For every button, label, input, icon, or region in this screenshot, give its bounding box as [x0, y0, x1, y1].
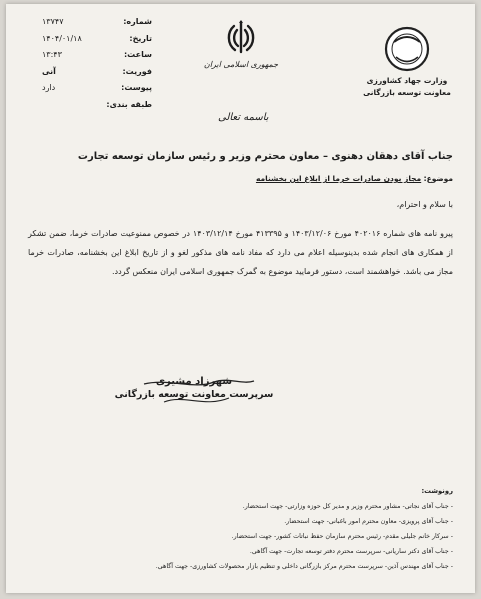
letter-meta	[42, 14, 152, 113]
subject-label: موضوع:	[423, 174, 453, 183]
letter-body: پیرو نامه های شماره ۴۰۲۰۱۶ مورخ ۱۴۰۳/۱۲/۰۶ و ۴۱۳۳۹۵ مورخ ۱۴۰۳/۱۲/۱۴ در خصوص ممنوعیت صادرات خرما، ضمن تشکر از همکاری های انجام شده بدینوسیله اعلام می دارد که مفاد نامه های مذکور لغو و از تاریخ ابلاغ این بخشنامه، صادرات خرما مجاز می باشد. خواهشمند است، دستور فرمایید موضوع به گمرک جمهوری اسلامی ایران منعکس گردد.	[28, 229, 453, 276]
national-emblem	[202, 18, 280, 69]
list-item: - جناب آقای دکتر ساریانی- سرپرست محترم دفتر توسعه تجارت- جهت آگاهی.	[249, 548, 453, 555]
list-item: - جناب آقای نجاتی- مشاور محترم وزیر و مدیر کل حوزه وزارتی- جهت استحضار.	[242, 503, 453, 510]
jahad-logo-icon	[384, 26, 430, 72]
list-item: - جناب آقای پرویزی- معاون محترم امور باغبانی- جهت استحضار.	[284, 518, 453, 525]
invocation: باسمه تعالی	[218, 112, 269, 123]
list-item: - سرکار خانم جلیلی مقدم- رئیس محترم سازمان حفظ نباتات کشور- جهت استحضار.	[231, 533, 453, 540]
meta-classification: طبقه بندی:	[106, 99, 152, 109]
meta-urgency: فوریت: آنی	[42, 66, 152, 76]
ministry-logo-block	[351, 26, 463, 97]
signer-title: سرپرست معاونت توسعه بازرگانی	[114, 389, 274, 400]
signer-name: شهرزاد مشیری	[155, 376, 233, 387]
signature-block	[114, 376, 274, 400]
emblem-caption: جمهوری اسلامی ایران	[203, 60, 279, 69]
meta-attachment: پیوست: دارد	[42, 83, 152, 92]
addressee: جناب آقای دهقان دهنوی – معاون محترم وزیر و رئیس سازمان توسعه تجارت	[77, 151, 453, 162]
cc-list	[33, 484, 453, 574]
subject-text: مجاز بودن صادرات خرما از ابلاغ این بخشنامه	[255, 174, 422, 183]
ministry-name: وزارت جهاد کشاورزی	[366, 76, 448, 85]
deputy-name: معاونت توسعه بازرگانی	[363, 88, 451, 97]
meta-date: تاریخ: ۱۴۰۴/۰۱/۱۸	[42, 33, 152, 43]
cc-heading: رونوشت:	[421, 487, 453, 495]
meta-number: شماره: ۱۳۷۴۷	[42, 17, 152, 26]
list-item: - جناب آقای مهندس آذین- سرپرست محترم مرکز بازرگانی داخلی و تنظیم بازار محصولات کشاورزی- جهت آگاهی.	[155, 563, 453, 570]
emblem-icon	[220, 18, 262, 58]
subject-line	[256, 174, 453, 183]
letter-page	[6, 4, 475, 593]
handwritten-signature-icon	[114, 376, 274, 416]
meta-time: ساعت: ۱۳:۴۳	[42, 50, 152, 59]
greeting: با سلام و احترام،	[396, 200, 453, 209]
